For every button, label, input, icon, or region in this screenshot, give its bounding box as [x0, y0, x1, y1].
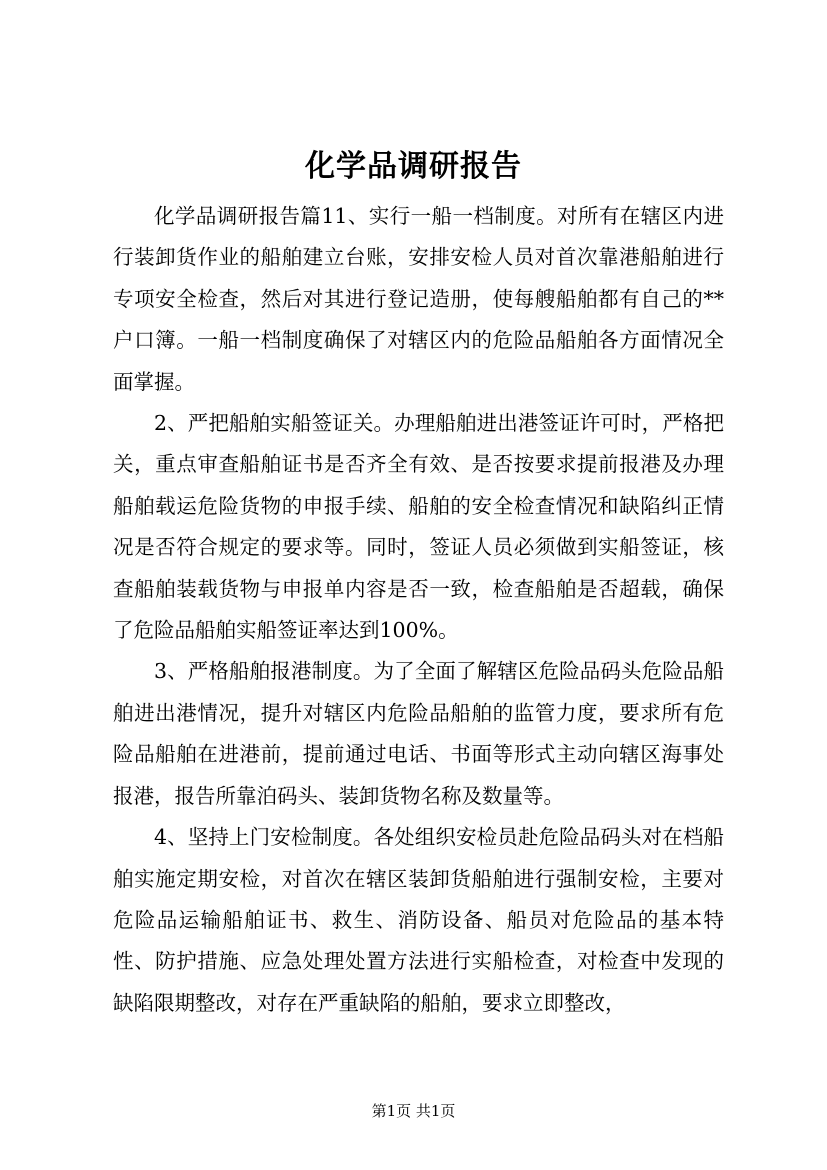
paragraph-2: 2、严把船舶实船签证关。办理船舶进出港签证许可时，严格把关，重点审查船舶证书是否齐全有效、是否按要求提前报港及办理船舶载运危险货物的申报手续、船舶的安全检查情况和缺陷纠正情况是否符合规定的要求等。同时，签证人员必须做到实船签证，核查船舶装载货物与申报单内容是否一致，检查船舶是否超载，确保了危险品船舶实船签证率达到100%。 [113, 411, 724, 643]
page-footer: 第1页 共1页 [371, 1102, 456, 1120]
paragraph-1: 化学品调研报告篇11、实行一船一档制度。对所有在辖区内进行装卸货作业的船舶建立台账，安排安检人员对首次靠港船舶进行专项安全检查，然后对其进行登记造册，使每艘船舶都有自己的**户口簿。一船一档制度确保了对辖区内的危险品船舶各方面情况全面掌握。 [113, 204, 724, 394]
paragraph-4: 4、坚持上门安检制度。各处组织安检员赴危险品码头对在档船舶实施定期安检，对首次在辖区装卸货船舶进行强制安检，主要对危险品运输船舶证书、救生、消防设备、船员对危险品的基本特性、防护措施、应急处理处置方法进行实船检查，对检查中发现的缺陷限期整改，对存在严重缺陷的船舶，要求立即整改， [113, 825, 724, 1015]
paragraph-3: 3、严格船舶报港制度。为了全面了解辖区危险品码头危险品船舶进出港情况，提升对辖区内危险品船舶的监管力度，要求所有危险品船舶在进港前，提前通过电话、书面等形式主动向辖区海事处报港，报告所靠泊码头、装卸货物名称及数量等。 [113, 659, 724, 808]
document-title: 化学品调研报告 [305, 149, 522, 184]
document-body [113, 196, 724, 1024]
